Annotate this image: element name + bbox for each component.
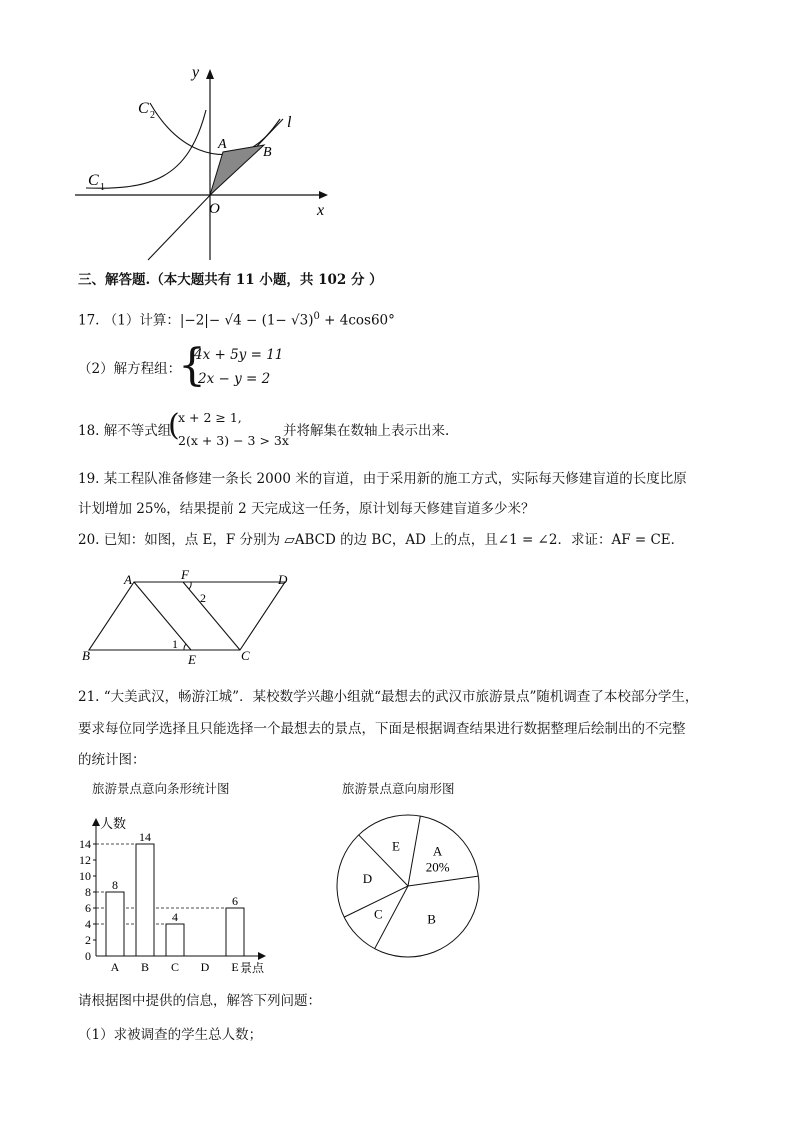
q18-ineq1: x + 2 ≥ 1, <box>178 410 242 425</box>
label-c1-sub: 1 <box>100 182 105 193</box>
pie-value-label-A: 20% <box>425 859 450 875</box>
label-o: O <box>209 201 220 217</box>
q21-line1: 21. “大美武汉，畅游江城”．某校数学兴趣小组就“最想去的武汉市旅游景点”随机调查了本校部分学生， <box>78 689 699 705</box>
q17-paren: (1− √3) <box>261 312 314 329</box>
pg-label-f: F <box>181 568 189 582</box>
bar-y-tick-label: 0 <box>85 949 91 963</box>
q17-part2-label: （2）解方程组： <box>78 361 182 377</box>
pg-label-d: D <box>278 572 288 587</box>
bar-value-label-C: 4 <box>172 910 178 924</box>
q19-line2: 计划增加 25%，结果提前 2 天完成这一任务，原计划每天修建盲道多少米？ <box>78 501 535 517</box>
bar-y-tick-label: 12 <box>79 853 91 867</box>
bar-y-tick-label: 14 <box>79 837 91 851</box>
q18-tail: 并将解集在数轴上表示出来. <box>283 423 450 439</box>
bar-y-label: 人数 <box>100 816 127 831</box>
curve-figure <box>70 55 340 265</box>
parallelogram-figure <box>78 568 308 668</box>
pie-label-E: E <box>391 838 400 854</box>
section-title: 三、解答题.（本大题共有 11 小题，共 102 分 ） <box>78 272 383 288</box>
shaded-triangle-oab <box>210 145 264 195</box>
label-y: y <box>192 64 200 81</box>
label-a: A <box>218 137 227 152</box>
q17-part1-label: 17. （1）计算： <box>78 312 180 329</box>
q18-label: 18. 解不等式组 <box>78 423 172 439</box>
q17-sqrt: − √4 − <box>208 312 262 329</box>
bar-category-B: B <box>140 960 150 974</box>
angle-2-arc <box>189 582 191 589</box>
q17-abs: |−2| <box>179 312 209 329</box>
q17-brace: { <box>178 340 206 391</box>
bar-y-tick-label: 6 <box>85 901 91 915</box>
bar-y-tick-label: 10 <box>79 869 91 883</box>
label-l: l <box>287 114 292 131</box>
label-c2: C <box>138 100 149 117</box>
pie-label-D: D <box>362 870 373 886</box>
curve-c1 <box>86 110 206 188</box>
pg-label-e: E <box>188 652 196 667</box>
q17-exp: 0 <box>313 311 320 322</box>
q20-line1: 20. 已知：如图，点 E，F 分别为 ▱ABCD 的边 BC，AD 上的点，且∠1 = ∠2．求证：AF = CE． <box>78 532 685 548</box>
q17-eq1: 4x + 5y = 11 <box>194 347 284 363</box>
pie-chart-title: 旅游景点意向扇形图 <box>342 781 455 796</box>
q17-tail: + 4cos60° <box>319 312 395 329</box>
bar-category-E: E <box>231 960 239 974</box>
label-c1: C <box>88 172 99 189</box>
label-b: B <box>263 145 272 160</box>
q18-ineq2: 2(x + 3) − 3 > 3x <box>178 433 289 448</box>
q17-part1 <box>78 308 395 330</box>
pie-label-A: A <box>432 843 443 859</box>
bar-category-A: A <box>110 960 120 974</box>
segment-fc <box>183 582 240 650</box>
q18-brace: ( <box>168 408 180 443</box>
bar-y-tick-label: 2 <box>85 933 91 947</box>
q21-line2: 要求每位同学选择且只能选择一个最想去的景点，下面是根据调查结果进行数据整理后绘制出的不完整 <box>78 721 686 737</box>
pg-label-c: C <box>241 648 250 663</box>
bar-category-D: D <box>200 960 210 974</box>
bar-value-label-B: 14 <box>139 830 151 844</box>
pg-label-angle2: 2 <box>200 591 206 605</box>
pie-chart <box>330 808 490 968</box>
bar-chart <box>60 800 290 980</box>
segment-ae <box>134 582 191 650</box>
label-x: x <box>317 202 325 219</box>
bar-y-axis-arrow <box>92 818 100 826</box>
q19-line1: 19. 某工程队准备修建一条长 2000 米的盲道，由于采用新的施工方式，实际每天修建盲道的长度比原 <box>78 471 687 487</box>
x-axis-arrow <box>319 191 328 199</box>
bar-value-label-E: 6 <box>232 894 238 908</box>
q17-eq2: 2x − y = 2 <box>198 371 271 387</box>
pg-label-a: A <box>124 572 132 587</box>
bar-chart-title: 旅游景点意向条形统计图 <box>92 781 230 796</box>
pg-label-b: B <box>82 648 90 663</box>
bar-y-tick-label: 4 <box>85 917 91 931</box>
parallelogram-abcd <box>89 582 285 650</box>
pie-label-C: C <box>374 906 383 922</box>
bar-value-label-A: 8 <box>112 878 118 892</box>
y-axis-arrow <box>206 69 214 79</box>
q21-sub1: （1）求被调查的学生总人数； <box>78 1027 263 1043</box>
q21-prompt: 请根据图中提供的信息，解答下列问题： <box>78 993 321 1009</box>
label-c2-sub: 2 <box>150 110 155 121</box>
bar-C <box>166 924 184 956</box>
q21-line3: 的统计图： <box>78 752 146 768</box>
bar-E <box>226 908 244 956</box>
pie-label-B: B <box>427 911 436 927</box>
bar-y-tick-label: 8 <box>85 885 91 899</box>
pg-label-angle1: 1 <box>172 637 178 651</box>
angle-1-arc <box>184 644 186 650</box>
bar-x-axis-arrow <box>258 952 266 960</box>
bar-A <box>106 892 124 956</box>
bar-x-label: 景点 <box>240 961 265 975</box>
bar-category-C: C <box>170 960 180 974</box>
bar-B <box>136 844 154 956</box>
